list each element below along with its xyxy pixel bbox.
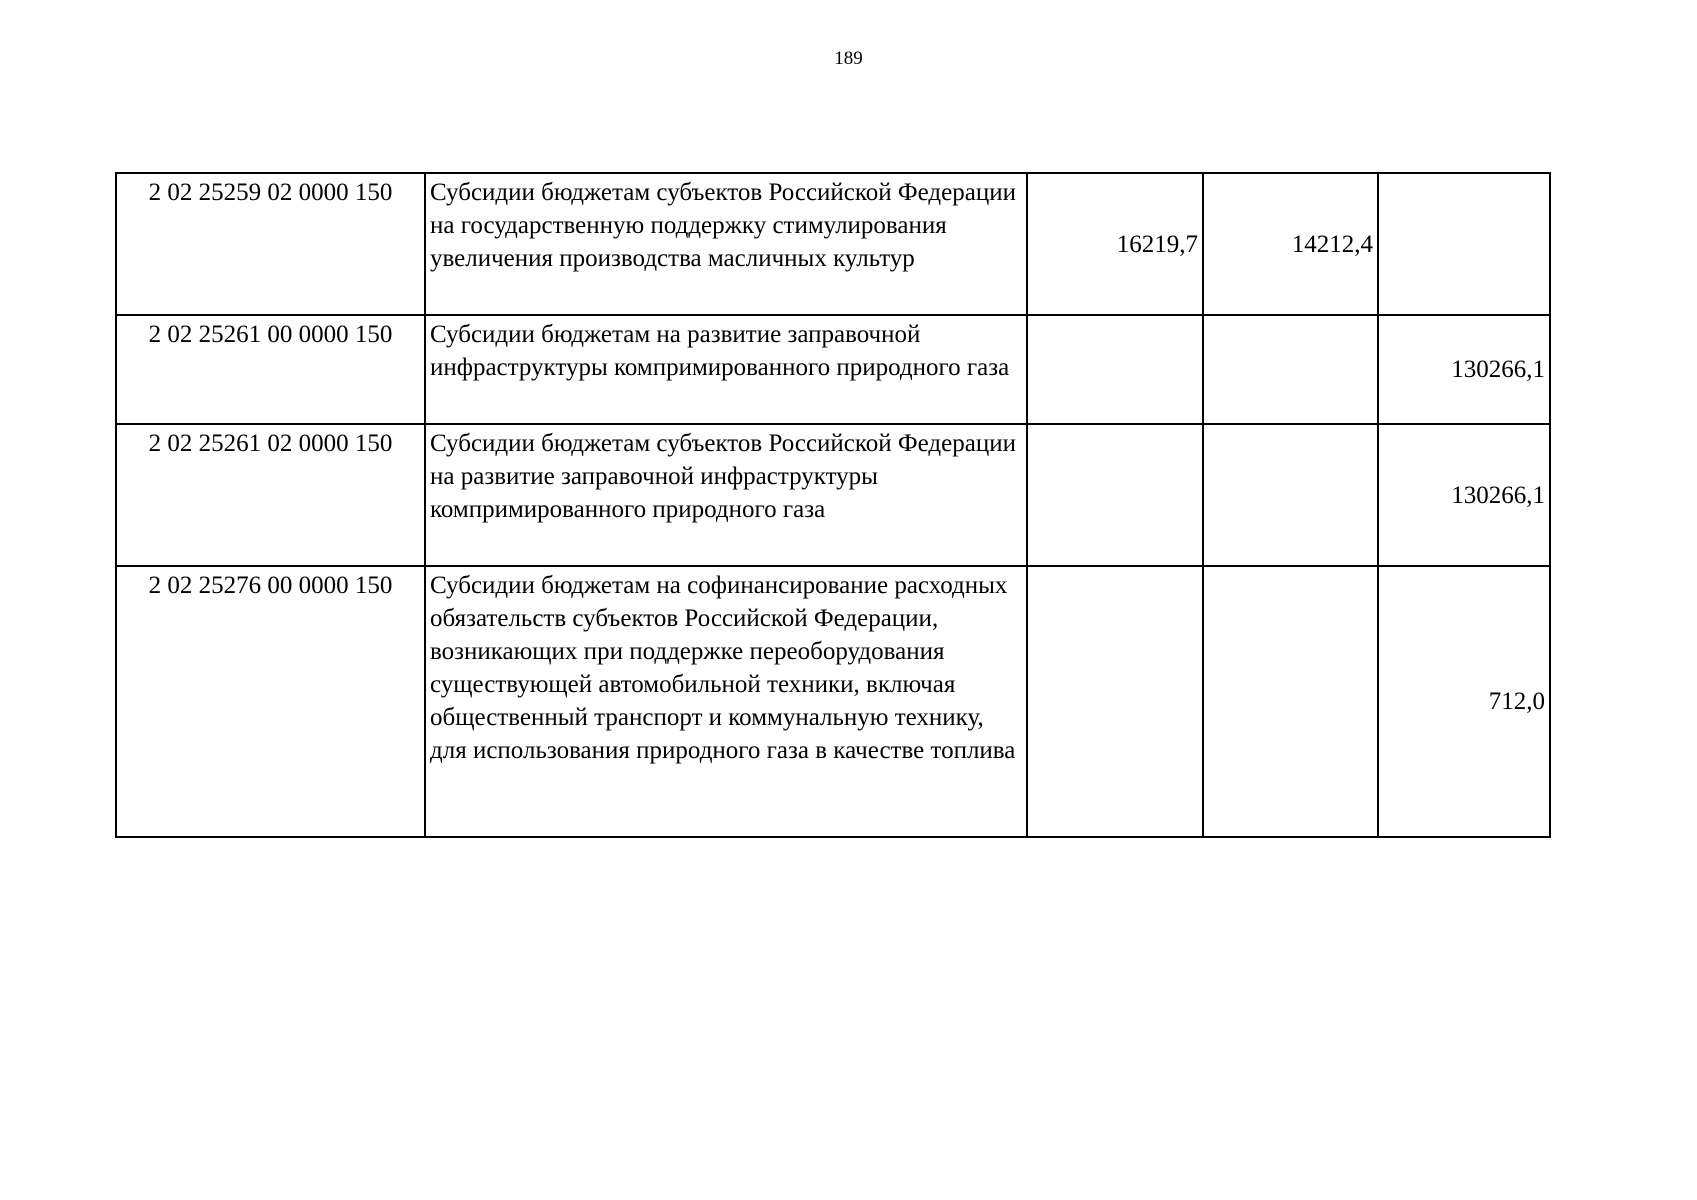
value-cell-2 <box>1203 424 1378 566</box>
budget-code-cell: 2 02 25276 00 0000 150 <box>116 566 425 837</box>
value-cell-2 <box>1203 566 1378 837</box>
value-cell-1 <box>1027 424 1203 566</box>
value-cell-3: 130266,1 <box>1378 315 1550 424</box>
value-cell-1 <box>1027 566 1203 837</box>
value-cell-3: 712,0 <box>1378 566 1550 837</box>
table-row <box>116 566 1550 837</box>
table-row <box>116 424 1550 566</box>
table-row <box>116 173 1550 315</box>
value-cell-3: 130266,1 <box>1378 424 1550 566</box>
value-cell-2 <box>1203 315 1378 424</box>
description-cell: Субсидии бюджетам на софинансирование расходных обязательств субъектов Российской Федерации, возникающих при поддержке переоборудования существующей автомобильной техники, включая общественный транспорт и коммунальную технику, для использования природного газа в качестве топлива <box>425 566 1027 837</box>
value-cell-3 <box>1378 173 1550 315</box>
description-cell: Субсидии бюджетам субъектов Российской Федерации на государственную поддержку стимулирования увеличения производства масличных культур <box>425 173 1027 315</box>
value-cell-1 <box>1027 315 1203 424</box>
value-cell-1: 16219,7 <box>1027 173 1203 315</box>
budget-table <box>115 172 1551 838</box>
value-cell-2: 14212,4 <box>1203 173 1378 315</box>
table-row <box>116 315 1550 424</box>
budget-code-cell: 2 02 25261 00 0000 150 <box>116 315 425 424</box>
description-cell: Субсидии бюджетам субъектов Российской Федерации на развитие заправочной инфраструктуры компримированного природного газа <box>425 424 1027 566</box>
description-cell: Субсидии бюджетам на развитие заправочной инфраструктуры компримированного природного газа <box>425 315 1027 424</box>
budget-code-cell: 2 02 25259 02 0000 150 <box>116 173 425 315</box>
budget-code-cell: 2 02 25261 02 0000 150 <box>116 424 425 566</box>
page-number: 189 <box>834 48 863 69</box>
